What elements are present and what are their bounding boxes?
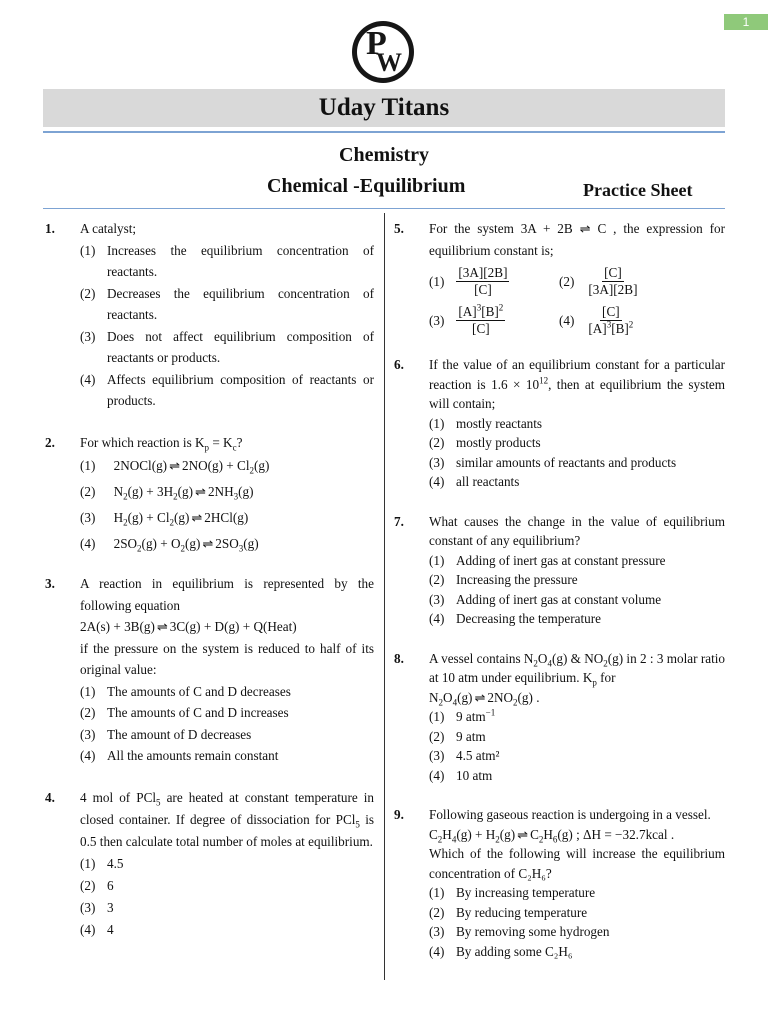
question-9: 9. Following gaseous reaction is undergoing in a vessel. $C_2H_4(g) + H_2(g)$ ⇌ $C_2H_6(g)$ ; ΔH = −32.7kcal . Which of the following will increase the equilibrium concentration of C₂H₆? (1) By increasing temperature (2) By reducing temperature (3) By removing some hydrogen (4) By adding some C₂H₆ (394, 807, 725, 959)
sheet-label: Practice Sheet (583, 180, 693, 200)
header-rule (43, 131, 725, 133)
page-number: 1 (724, 14, 768, 30)
chapter-title: Chemical -Equilibrium (267, 175, 466, 197)
question-6: 6. If the value of an equilibrium constant for a particular reaction is $1.6 \times 10^{12}$, then at equilibrium the system will contain; (1) mostly reactants (2) mostly products (3) similar amounts of reactants and products (4) all reactants (394, 357, 726, 489)
left-column (43, 218, 374, 941)
column-divider (384, 213, 385, 980)
question-5: 5. For the system 3A + 2B ⇌ C , the expression for equilibrium constant is; (1) $\frac{[3A][2B]}{[C]}$ (2) $\frac{[C]}{[3A][2B]}$ (3) $\frac{[A]^3[B]^2}{[C]}$ (4) $\frac{[C]}{[A]^3[B]^2}$ (394, 221, 725, 336)
question-1: 1. A catalyst; (1) Increases the equilibrium concentration of reactants. (2) Decreases the equilibrium concentration of reactants. (3) Does not affect equilibrium composition of reactants or products. (4) Affects equilibrium composition of reactants or products. (45, 221, 374, 408)
right-column (392, 218, 725, 961)
question-8: 8. A vessel contains $N_2O_4(g)$ & $NO_2(g)$ in 2 : 3 molar ratio at 10 atm under equilibrium. $K_p$ for $N_2O_4(g)$ ⇌ $2NO_2(g)$ . (1) 9 atm$^{-1}$ (2) 9 atm (3) 4.5 atm² (4) 10 atm (394, 650, 725, 783)
heading-rule (43, 208, 725, 209)
question-4: 4. 4 mol of PCl$_5$ are heated at constant temperature in closed container. If degree of dissociation for PCl$_5$ is 0.5 then calculate total number of moles at equilibrium. (1) 4.5 (2) 6 (3) 3 (4) 4 (45, 789, 375, 937)
question-3: 3. A reaction in equilibrium is represented by the following equation 2A(s) + 3B(g) ⇌ 3C(g) + D(g) + Q(Heat) if the pressure on the system is reduced to half of its original value: (1) The amounts of C and D decreases (2) The amounts of C and D increases (3) The amount of D decreases (4) All the amounts remain constant (45, 576, 374, 763)
pw-logo: P W (352, 21, 414, 83)
page-title: Uday Titans (43, 89, 725, 127)
subject-title: Chemistry (339, 144, 429, 166)
question-2: 2. For which reaction is $K_p = K_c$? (1) 2NOCl(g) ⇌ $2NO(g) + Cl_2(g)$ (2) $N_2(g) + 3H_2(g)$ ⇌ $2NH_3(g)$ (3) $H_2(g) + Cl_2(g)$ ⇌ 2HCl(g) (4) $2SO_2(g) + O_2(g)$ ⇌ $2SO_3(g)$ (45, 434, 270, 554)
question-7: 7. What causes the change in the value of equilibrium constant of any equilibrium? (1) Adding of inert gas at constant pressure (2) Increasing the pressure (3) Adding of inert gas at constant volume (4) Decreasing the temperature (394, 513, 725, 626)
